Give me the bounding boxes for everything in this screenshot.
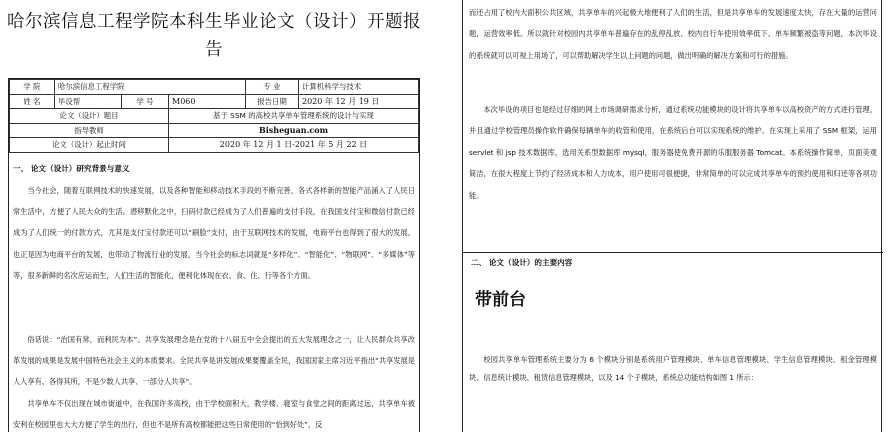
- label-college: 学 院: [10, 80, 55, 95]
- info-row-topic: [10, 109, 419, 124]
- info-table: [9, 79, 419, 153]
- info-row-college: [10, 80, 419, 95]
- document-page-right: [456, 0, 888, 432]
- document-page-left: [0, 0, 428, 432]
- section1-paragraph-3: 共享单车不仅出现在城市街道中，在我国许多高校，由于学校面积大，教学楼、寝室与食堂之间的距离过远，共享单车被安利在校园里也大大方便了学生的出行，但也不是所有高校都能把这些日常使用的“恰到好处”，反: [13, 399, 415, 430]
- report-frame-continued: [462, 0, 882, 432]
- report-frame: [8, 78, 420, 432]
- label-advisor: 指导教师: [10, 123, 169, 138]
- value-report-date: 2020 年 12 月 19 日: [299, 94, 419, 109]
- value-advisor: Bisheguan.com: [169, 123, 419, 138]
- page-gutter: [428, 0, 456, 432]
- section1-paragraph-2: 俗话说：“治国有常，而利民为本”。共享发展理念是在党的十八届五中全会提出的五大发展理念之一，让人民群众共享改革发展的成果是发展中国特色社会主义的本质要求。全民共享是讲发展成果要覆盖全民，我国国家主席习近平指出“共享发展是人人享有、各得其所，不是少数人共享、一部分人共享”。: [13, 335, 415, 387]
- label-major: 专 业: [246, 80, 299, 95]
- frontend-heading: 带前台: [475, 290, 526, 310]
- section1-paragraph-3-continued: 而还占用了校内大面积公共区域，共享单车的兴起极大地便利了人们的生活，但是共享单车的发展速度太快，存在大量的运营问题，运营效率低。所以就针对校园内共享单车普遍存在的乱停乱放、校内自行车使用效率低下、单车频繁被盗等问题，本次毕设的系统就可以可视上用场了，可以帮助解决学生以上问题的问题，做出明确的解决方案和可行的措施。: [469, 8, 877, 60]
- info-row-name: [10, 94, 419, 109]
- label-student-id: 学 号: [122, 94, 169, 109]
- label-period: 论文（设计）起止时间: [10, 138, 169, 153]
- value-major: 计算机科学与技术: [299, 80, 419, 95]
- section1-paragraph-1: 当今社会，随着互联网技术的快速发展，以及各种智能和移动技术手段的不断完善，各式各样新的智能产品涌入了人民日常生活中，方便了人民大众的生活。潜移默化之中，扫码付款已经成为了人们普遍的支付手段，在我国支付宝和微信付款已经成为了人们统一的付款方式，尤其是支付宝付款还可以“刷脸”支付，由于互联网技术的发展，电商平台也得到了很大的发展，也正是因为电商平台的发展，也带动了物流行业的发展，当今社会的标志词就是“多样化”、“智能化”、“物联网”、“多媒体”等等，很多新鲜的名次应运而生，人们生活的智能化，便利化体现在衣、食、住、行等各个方面。: [13, 186, 415, 280]
- value-name: 毕设帮: [55, 94, 122, 109]
- document-title-line2: 告: [205, 40, 223, 60]
- value-topic: 基于 SSM 的高校共享单车管理系统的设计与实现: [169, 109, 419, 124]
- info-row-period: [10, 138, 419, 153]
- label-topic: 论文（设计）题目: [10, 109, 169, 124]
- document-title-line1: 哈尔滨信息工程学院本科生毕业论文（设计）开题报: [7, 12, 421, 32]
- label-name: 姓 名: [10, 94, 55, 109]
- label-report-date: 报告日期: [246, 94, 299, 109]
- section2-paragraph-1: 校园共享单车管理系统主要分为 6 个模块分别是系统用户管理模块、单车信息管理模块、学生信息管理模块、租金管理模块、信息统计模块、租赁信息管理模块，以及 14 个子模块，系统总功能结构如图 1 所示：: [469, 355, 877, 382]
- value-period: 2020 年 12 月 1 日-2021 年 5 月 22 日: [169, 138, 419, 153]
- section2-heading: 二、 论文（设计）的主要内容: [471, 258, 573, 267]
- value-college: 哈尔滨信息工程学院: [55, 80, 246, 95]
- section1-paragraph-4: 本次毕设的项目也是经过仔细的网上市场调研需求分析，通过系统功能模块的设计将共享单车以高校资产的方式进行管理，并且通过学校管理员操作软件确保每辆单车的收管和使用，在系统后台可以实现系统的维护。在实现上采用了 SSM 框架，运用 servlet 和 jsp 技术数据库，选用关系型数据库 mysql，服务器使免费开源的乐服服务器 Tomcat。本系统操作简单，页面美观简洁，在很大程度上节约了经济成本和人力成本，用户使用可很便捷，非常简单的可以完成共享单车的预约使用和归还等各项功能。: [469, 105, 877, 200]
- value-student-id: M060: [169, 94, 246, 109]
- info-row-advisor: [10, 123, 419, 138]
- section-divider: [463, 252, 883, 253]
- document-title: [0, 8, 428, 64]
- section1-heading: 一、 论文（设计）研究背景与意义: [13, 164, 130, 173]
